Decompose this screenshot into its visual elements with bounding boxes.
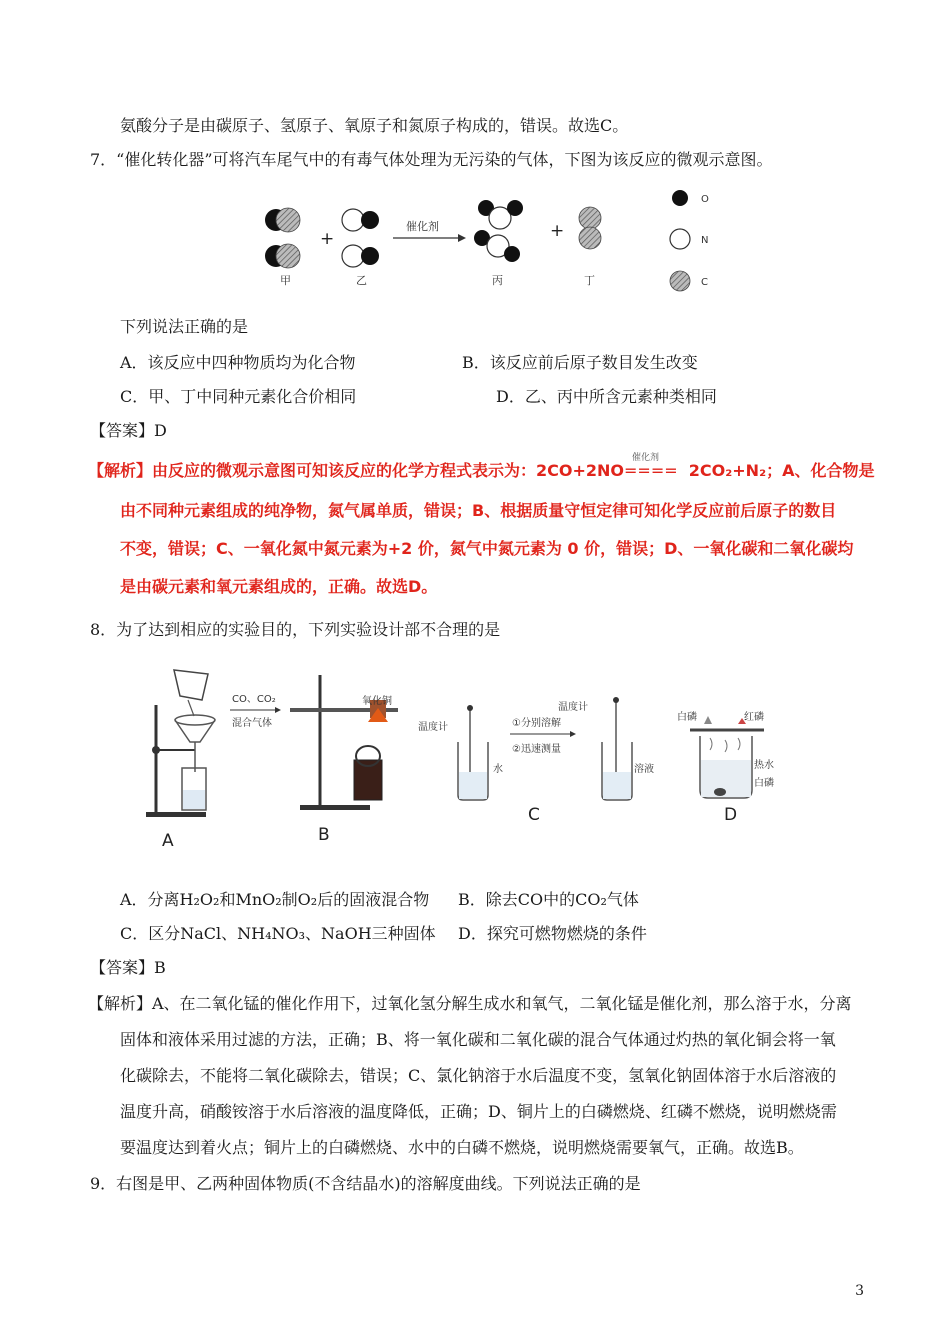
explanation-8-line4: 温度升高，硝酸铵溶于水后溶液的温度降低，正确；D、铜片上的白磷燃烧、红磷不燃烧，说明燃烧需 xyxy=(120,1102,837,1121)
label-a: A xyxy=(162,831,174,851)
thermometer-label: 温度计 xyxy=(558,702,588,713)
option-7c: C．甲、丁中同种元素化合价相同 xyxy=(120,387,357,406)
molecule-no xyxy=(342,245,379,267)
label-ding: 丁 xyxy=(584,274,595,287)
reaction-micro-diagram xyxy=(260,180,720,292)
water-label: 水 xyxy=(493,764,503,775)
molecule-no xyxy=(342,209,379,231)
catalyst-label: 催化剂 xyxy=(406,220,439,233)
question-7: 7．“催化转化器”可将汽车尾气中的有毒气体处理为无污染的气体，下图为该反应的微观示意图。 xyxy=(90,150,773,169)
legend-o-symbol xyxy=(672,190,688,206)
legend-o-label: O xyxy=(701,194,709,205)
solution-label: 溶液 xyxy=(634,764,654,775)
label-jia: 甲 xyxy=(280,274,291,287)
legend-n-symbol xyxy=(670,229,690,249)
step-dissolve-label: ①分别溶解 xyxy=(512,718,561,729)
option-8d: D．探究可燃物燃烧的条件 xyxy=(458,924,647,943)
red-phosphorus-label: 红磷 xyxy=(744,712,764,723)
apparatus-d xyxy=(677,710,774,825)
molecule-co2 xyxy=(478,200,523,229)
option-7d: D．乙、丙中所含元素种类相同 xyxy=(496,387,717,406)
apparatus-b xyxy=(230,675,398,845)
experiment-diagram xyxy=(140,660,790,855)
explanation-text: 【解析】由反应的微观示意图可知该反应的化学方程式表示为：2CO+2NO xyxy=(88,461,625,480)
explanation-8-line2: 固体和液体采用过滤的方法，正确；B、将一氧化碳和二氧化碳的混合气体通过灼热的氧化铜会将一氧 xyxy=(120,1030,836,1049)
question-7-prompt: 下列说法正确的是 xyxy=(120,317,249,336)
mixed-gas-label: 混合气体 xyxy=(232,718,272,729)
label-yi: 乙 xyxy=(356,274,367,287)
step-measure-label: ②迅速测量 xyxy=(512,744,561,755)
label-c: C xyxy=(528,805,540,825)
explanation-8-line1: 【解析】A、在二氧化锰的催化作用下，过氧化氢分解生成水和氧气，二氧化锰是催化剂，那么溶于水，分离 xyxy=(88,994,852,1013)
molecule-co xyxy=(265,244,300,268)
apparatus-a xyxy=(146,670,215,851)
explanation-7-line2: 由不同种元素组成的纯净物，氮气属单质，错误；B、根据质量守恒定律可知化学反应前后原子的数目 xyxy=(120,501,837,520)
plus-sign: + xyxy=(550,221,565,241)
option-8b: B．除去CO中的CO₂气体 xyxy=(458,890,639,909)
white-phosphorus-label: 白磷 xyxy=(677,712,697,723)
explanation-7-line4: 是由碳元素和氧元素组成的，正确。故选D。 xyxy=(120,577,438,596)
answer-7: 【答案】D xyxy=(90,421,167,440)
label-d: D xyxy=(724,805,738,825)
explanation-7-line1 xyxy=(88,453,875,481)
text-line: 氨酸分子是由碳原子、氢原子、氧原子和氮原子构成的，错误。故选C。 xyxy=(120,116,629,135)
molecule-co2 xyxy=(474,230,520,262)
option-8c: C．区分NaCl、NH₄NO₃、NaOH三种固体 xyxy=(120,924,436,943)
explanation-text: 2CO₂+N₂；A、化合物是 xyxy=(688,461,875,480)
equation-sign: ==== xyxy=(624,461,678,480)
legend-n-label: N xyxy=(701,235,709,246)
explanation-8-line3: 化碳除去，不能将二氧化碳除去，错误；C、氯化钠溶于水后温度不变，氢氧化钠固体溶于水后溶液的 xyxy=(120,1066,837,1085)
equation-catalyst: 催化剂 xyxy=(632,453,660,463)
equation-arrow xyxy=(624,453,678,481)
label-b: B xyxy=(318,825,330,845)
white-phosphorus-label: 白磷 xyxy=(754,778,774,789)
explanation-8-line5: 要温度达到着火点；铜片上的白磷燃烧、水中的白磷不燃烧，说明燃烧需要氧气，正确。故选B。 xyxy=(120,1138,804,1157)
arrow-head xyxy=(458,234,466,242)
molecule-n2 xyxy=(579,207,601,249)
gas-label: CO、CO₂ xyxy=(232,694,276,705)
page-number: 3 xyxy=(855,1283,864,1299)
legend-c-label: C xyxy=(701,277,708,288)
legend-c-symbol xyxy=(670,271,690,291)
apparatus-c xyxy=(418,697,654,825)
explanation-7-line3: 不变，错误；C、一氧化氮中氮元素为+2 价，氮气中氮元素为 0 价，错误；D、一氧化碳和二氧化碳均 xyxy=(120,539,854,558)
molecule-co xyxy=(265,208,300,232)
question-9: 9．右图是甲、乙两种固体物质(不含结晶水)的溶解度曲线。下列说法正确的是 xyxy=(90,1174,641,1193)
option-7a: A．该反应中四种物质均为化合物 xyxy=(120,353,356,372)
thermometer-label: 温度计 xyxy=(418,722,448,733)
copper-oxide-label: 氧化铜 xyxy=(362,696,392,707)
question-8: 8．为了达到相应的实验目的，下列实验设计部不合理的是 xyxy=(90,620,501,639)
answer-8: 【答案】B xyxy=(90,958,166,977)
hot-water-label: 热水 xyxy=(754,760,774,771)
option-7b: B．该反应前后原子数目发生改变 xyxy=(462,353,698,372)
plus-sign: + xyxy=(320,229,335,249)
option-8a: A．分离H₂O₂和MnO₂制O₂后的固液混合物 xyxy=(120,890,430,909)
label-bing: 丙 xyxy=(492,274,503,287)
